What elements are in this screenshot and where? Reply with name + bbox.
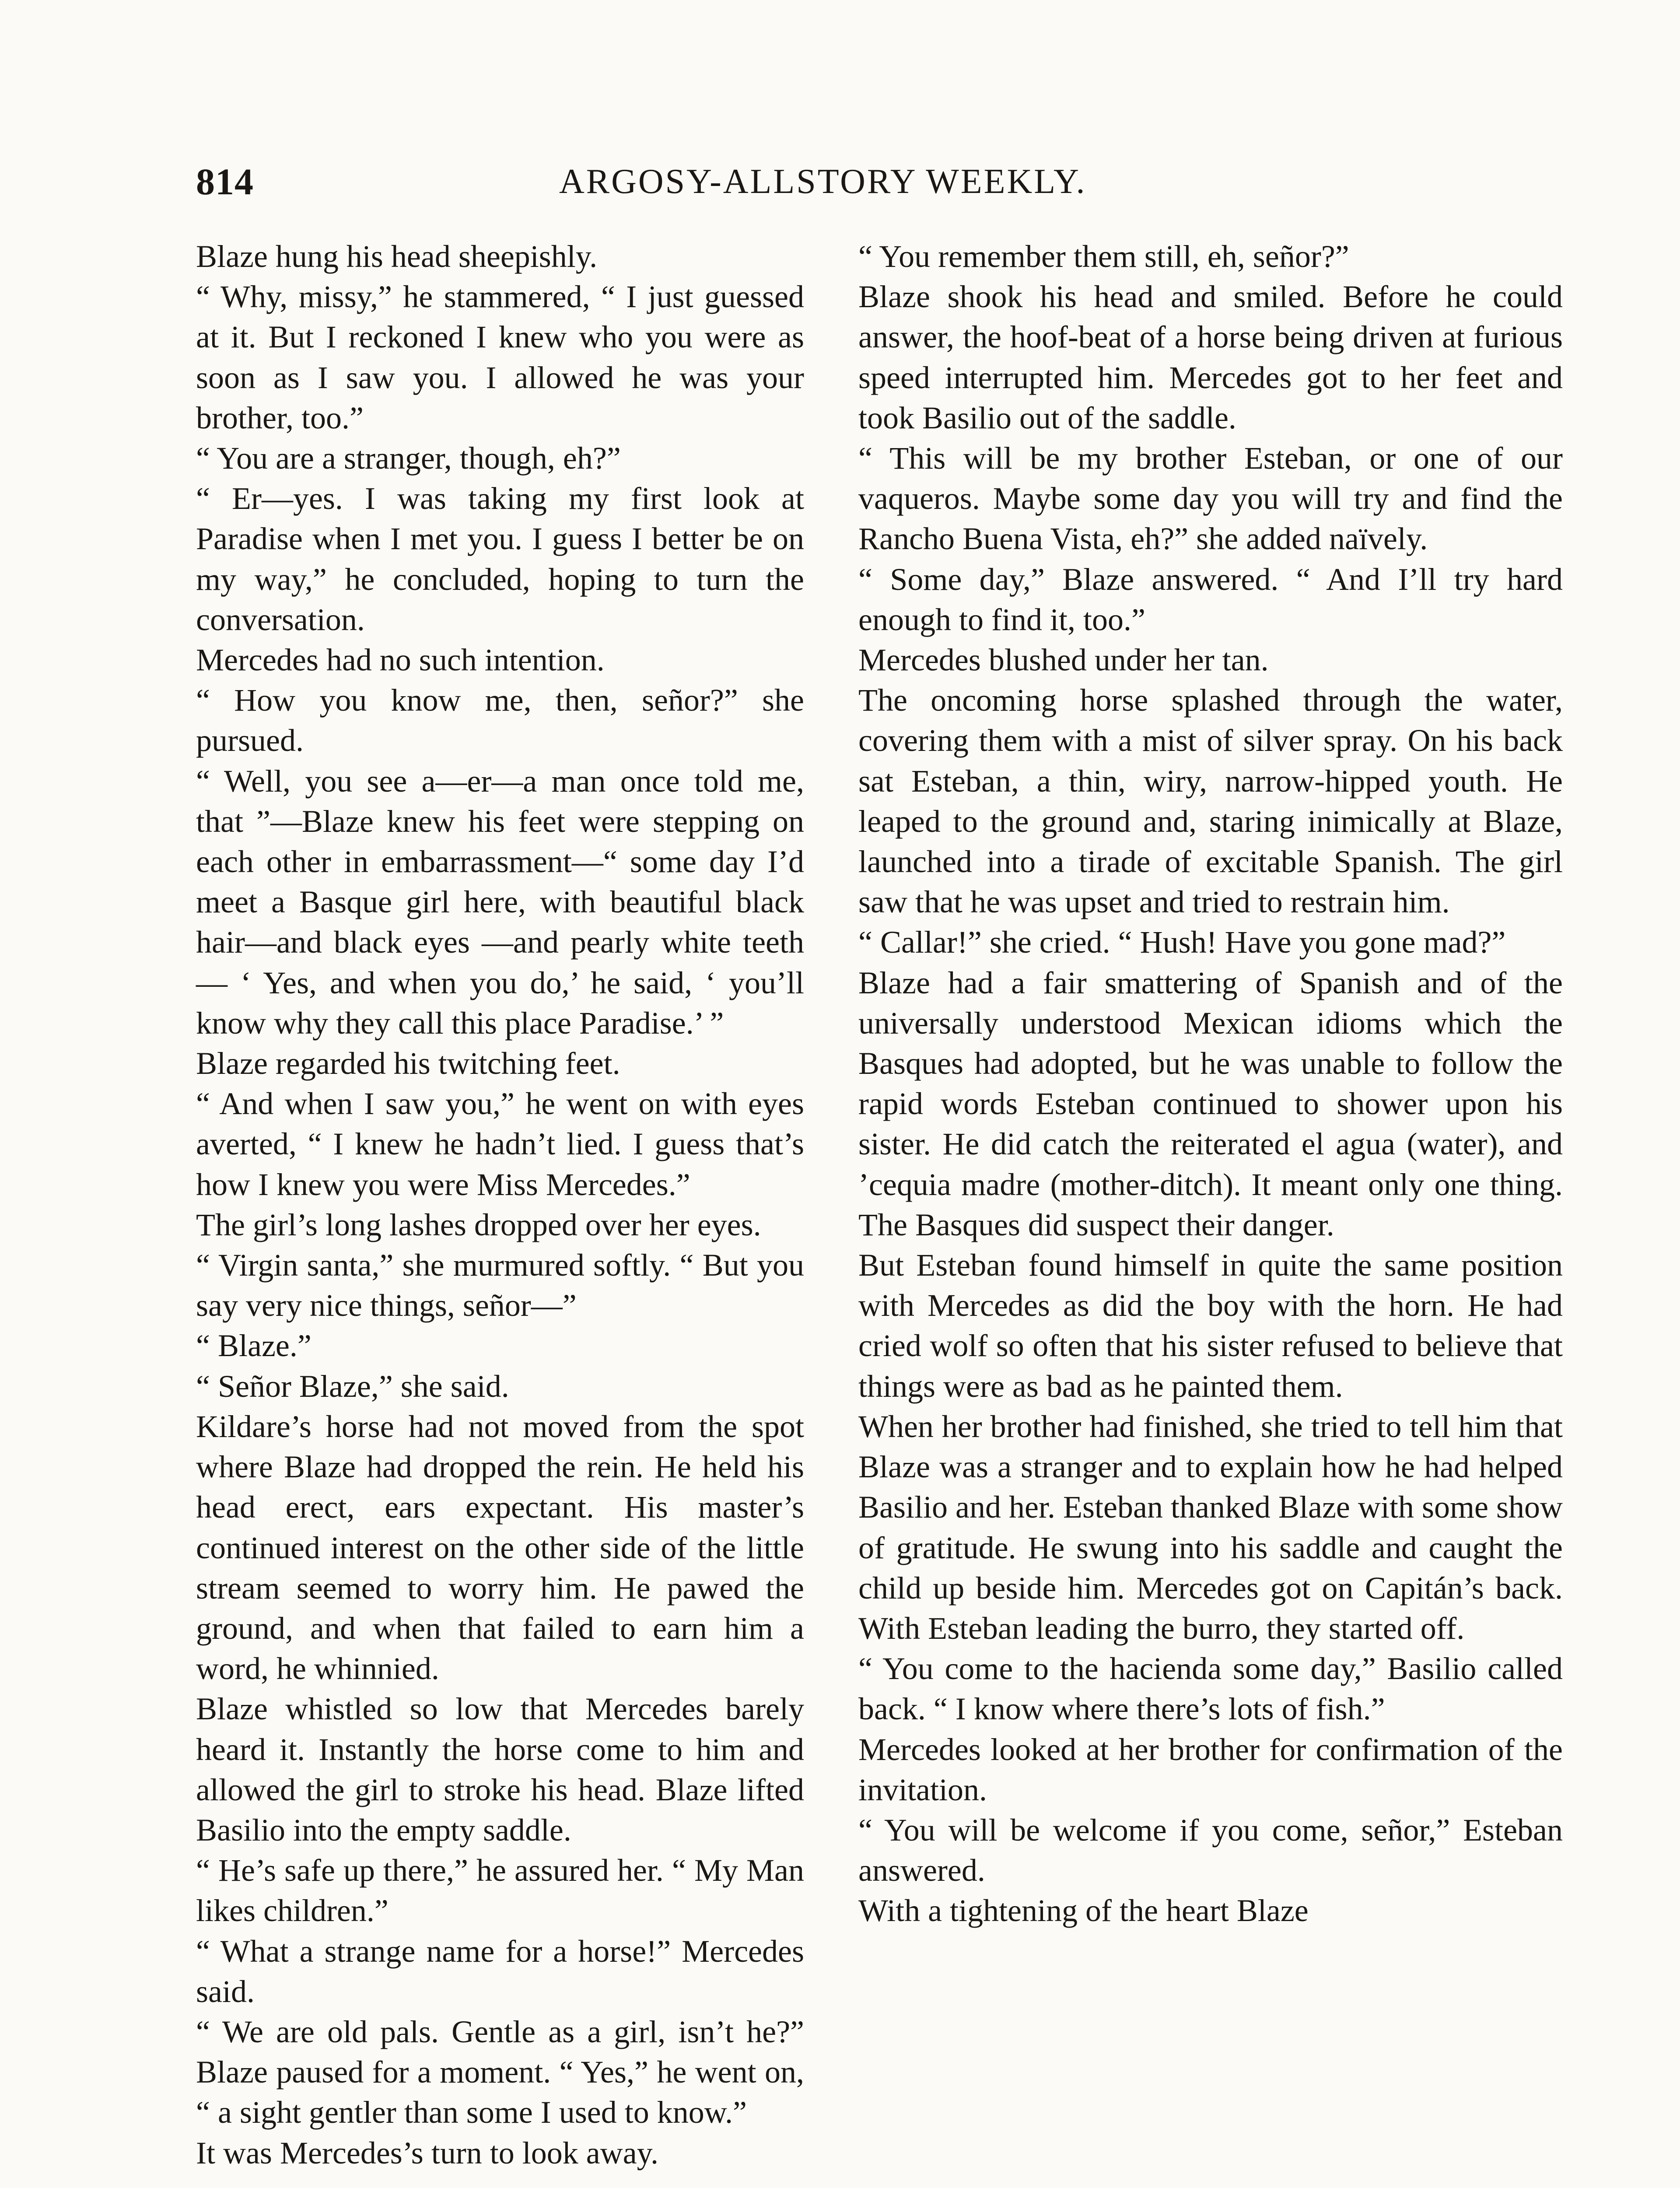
magazine-title: ARGOSY-ALLSTORY WEEKLY. [559,162,1087,201]
paragraph: But Esteban found himself in quite the same position with Mercedes as did the boy with the horn. He had cried wolf so often that his sister refused to believe that things were as bad as he painted them. [858,1248,1563,1404]
paragraph: The oncoming horse splashed through the water, covering them with a mist of silver spray. On his back sat Esteban, a thin, wiry, narrow-hipped youth. He leaped to the ground and, staring inimically at Blaze, launched into a tirade of excitable Spanish. The girl saw that he was upset and tried to restrain him. [858,683,1563,920]
paragraph: Blaze hung his head sheepishly. [196,239,598,274]
paragraph: “ What a strange name for a horse!” Mercedes said. [196,1933,804,2009]
paragraph: “ And when I saw you,” he went on with eyes averted, “ I knew he hadn’t lied. I guess that’s how I knew you were Miss Mercedes.” [196,1086,804,1202]
paragraph: With a tightening of the heart Blaze [858,1893,1309,1929]
paragraph: “ Callar!” she cried. “ Hush! Have you gone mad?” [858,925,1506,960]
right-column [858,236,1563,1931]
paragraph: “ This will be my brother Esteban, or one of our vaqueros. Maybe some day you will try and find the Rancho Buena Vista, eh?” she added naïvely. [858,441,1563,557]
page-header [196,158,1561,206]
paragraph: “ He’s safe up there,” he assured her. “ My Man likes children.” [196,1853,804,1929]
paragraph: “ Well, you see a—er—a man once told me, that ”—Blaze knew his feet were stepping on each other in embarrassment—“ some day I’d meet a Basque girl here, with beautiful black hair—and black eyes —and pearly white teeth— ‘ Yes, and when you do,’ he said, ‘ you’ll know why they call this place Paradise.’ ” [196,763,804,1041]
paragraph: “ Virgin santa,” she murmured softly. “ But you say very nice things, señor—” [196,1248,804,1323]
paragraph: Blaze regarded his twitching feet. [196,1046,620,1081]
paragraph: “ How you know me, then, señor?” she pursued. [196,683,804,758]
paragraph: “ Blaze.” [196,1328,312,1364]
paragraph: “ You remember them still, eh, señor?” [858,239,1349,274]
paragraph: “ You will be welcome if you come, señor,” Esteban answered. [858,1812,1563,1888]
paragraph: It was Mercedes’s turn to look away. [196,2135,659,2170]
paragraph: “ Some day,” Blaze answered. “ And I’ll try hard enough to find it, too.” [858,561,1563,637]
paragraph: Blaze whistled so low that Mercedes barely heard it. Instantly the horse come to him and allowed the girl to stroke his head. Blaze lifted Basilio into the empty saddle. [196,1691,804,1848]
paragraph: “ Señor Blaze,” she said. [196,1368,509,1404]
paragraph: Mercedes had no such intention. [196,642,605,678]
paragraph: Blaze had a fair smattering of Spanish and of the universally understood Mexican idioms which the Basques had adopted, but he was unable to follow the rapid words Esteban continued to shower upon his sister. He did catch the reiterated el agua (water), and ’cequia madre (mother-ditch). It meant only one thing. The Basques did suspect their danger. [858,965,1563,1242]
left-column [196,236,804,2173]
paragraph: “ We are old pals. Gentle as a girl, isn’t he?” Blaze paused for a moment. “ Yes,” he went on, “ a sight gentler than some I used to know.” [196,2014,804,2130]
paragraph: “ Er—yes. I was taking my first look at Paradise when I met you. I guess I better be on my way,” he concluded, hoping to turn the conversation. [196,481,804,637]
paragraph: Mercedes blushed under her tan. [858,642,1269,678]
paragraph: When her brother had finished, she tried to tell him that Blaze was a stranger and to explain how he had helped Basilio and her. Esteban thanked Blaze with some show of gratitude. He swung into his saddle and caught the child up beside him. Mercedes got on Capitán’s back. With Esteban leading the burro, they started off. [858,1409,1563,1646]
paragraph: “ You are a stranger, though, eh?” [196,441,621,476]
paragraph: Mercedes looked at her brother for confirmation of the invitation. [858,1732,1563,1807]
paragraph: The girl’s long lashes dropped over her eyes. [196,1207,761,1242]
paragraph: Blaze shook his head and smiled. Before he could answer, the hoof-beat of a horse being driven at furious speed interrupted him. Mercedes got to her feet and took Basilio out of the saddle. [858,279,1563,435]
paragraph: Kildare’s horse had not moved from the spot where Blaze had dropped the rein. He held his head erect, ears expectant. His master’s continued interest on the other side of the little stream seemed to worry him. He pawed the ground, and when that failed to earn him a word, he whinnied. [196,1409,804,1687]
paragraph: “ Why, missy,” he stammered, “ I just guessed at it. But I reckoned I knew who you were as soon as I saw you. I allowed he was your brother, too.” [196,279,804,435]
page-number: 814 [196,161,254,203]
paragraph: “ You come to the hacienda some day,” Basilio called back. “ I know where there’s lots of fish.” [858,1651,1563,1727]
